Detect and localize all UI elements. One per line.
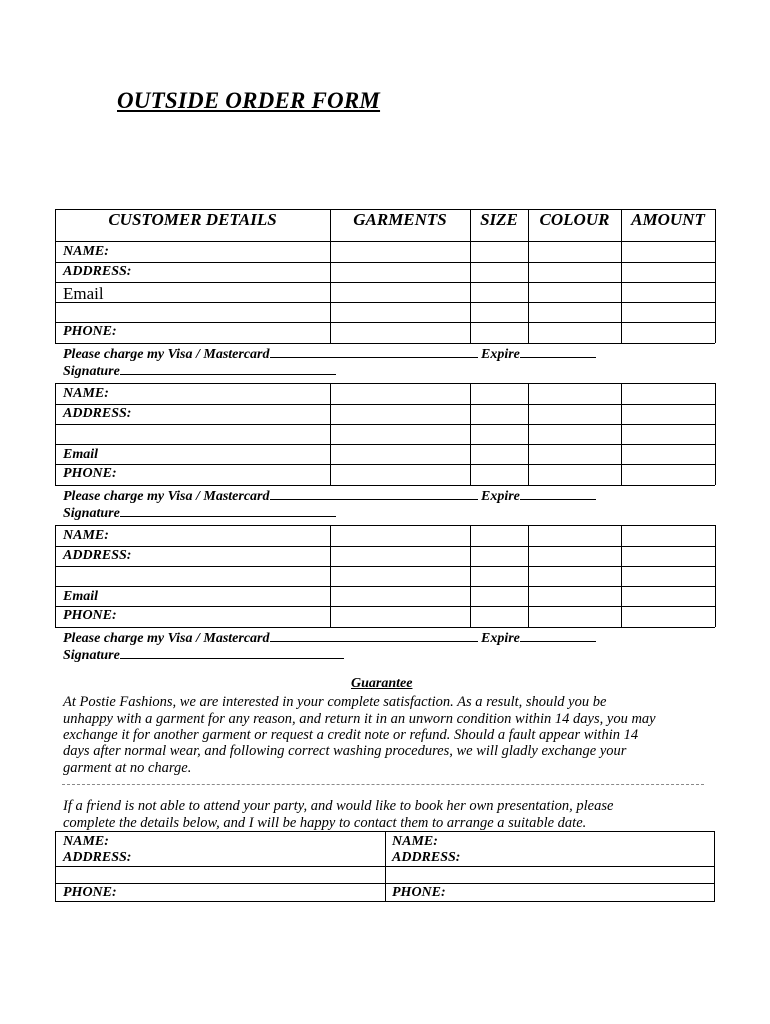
customer-email-label[interactable]: Email (63, 589, 99, 604)
guarantee-line: At Postie Fashions, we are interested in your complete satisfaction. As a result, should you be (63, 694, 607, 710)
col-header-colour: COLOUR (539, 210, 610, 229)
customer-address-label[interactable]: ADDRESS: (63, 264, 132, 279)
card-charge-line[interactable]: Please charge my Visa / Mastercard Expire (63, 345, 596, 363)
page-title: OUTSIDE ORDER FORM (117, 88, 381, 113)
referral-left-name-label[interactable]: NAME: (63, 834, 109, 849)
col-header-size: SIZE (480, 210, 518, 229)
customer-phone-label[interactable]: PHONE: (63, 608, 117, 623)
guarantee-line: unhappy with a garment for any reason, and return it in an unworn condition within 14 days, you may (63, 711, 656, 727)
customer-phone-label[interactable]: PHONE: (63, 324, 117, 339)
referral-right-phone-label[interactable]: PHONE: (392, 885, 446, 900)
referral-line: If a friend is not able to attend your party, and would like to book her own presentation, please (63, 798, 614, 814)
signature-line[interactable]: Signature (63, 362, 336, 380)
customer-name-label[interactable]: NAME: (63, 244, 109, 259)
col-header-customer-details: CUSTOMER DETAILS (108, 210, 277, 229)
customer-address-label[interactable]: ADDRESS: (63, 548, 132, 563)
customer-name-label[interactable]: NAME: (63, 528, 109, 543)
referral-left-address-label[interactable]: ADDRESS: (63, 850, 132, 865)
customer-email-label[interactable]: Email (63, 447, 99, 462)
signature-line[interactable]: Signature (63, 646, 344, 664)
referral-right-address-label[interactable]: ADDRESS: (392, 850, 461, 865)
col-header-amount: AMOUNT (631, 210, 705, 229)
guarantee-heading: Guarantee (351, 676, 413, 691)
customer-phone-label[interactable]: PHONE: (63, 466, 117, 481)
referral-right-name-label[interactable]: NAME: (392, 834, 438, 849)
referral-line: complete the details below, and I will be happy to contact them to arrange a suitable date. (63, 815, 587, 831)
card-charge-line[interactable]: Please charge my Visa / Mastercard Expire (63, 487, 596, 505)
customer-email-label[interactable]: Email (63, 284, 104, 303)
customer-name-label[interactable]: NAME: (63, 386, 109, 401)
separator-line (62, 784, 704, 785)
guarantee-line: garment at no charge. (63, 760, 192, 776)
customer-address-label[interactable]: ADDRESS: (63, 406, 132, 421)
guarantee-line: days after normal wear, and following correct washing procedures, we will gladly exchange your (63, 743, 627, 759)
card-charge-line[interactable]: Please charge my Visa / Mastercard Expire (63, 629, 596, 647)
referral-left-phone-label[interactable]: PHONE: (63, 885, 117, 900)
signature-line[interactable]: Signature (63, 504, 336, 522)
guarantee-line: exchange it for another garment or request a credit note or refund. Should a fault appear within 14 (63, 727, 639, 743)
col-header-garments: GARMENTS (353, 210, 447, 229)
